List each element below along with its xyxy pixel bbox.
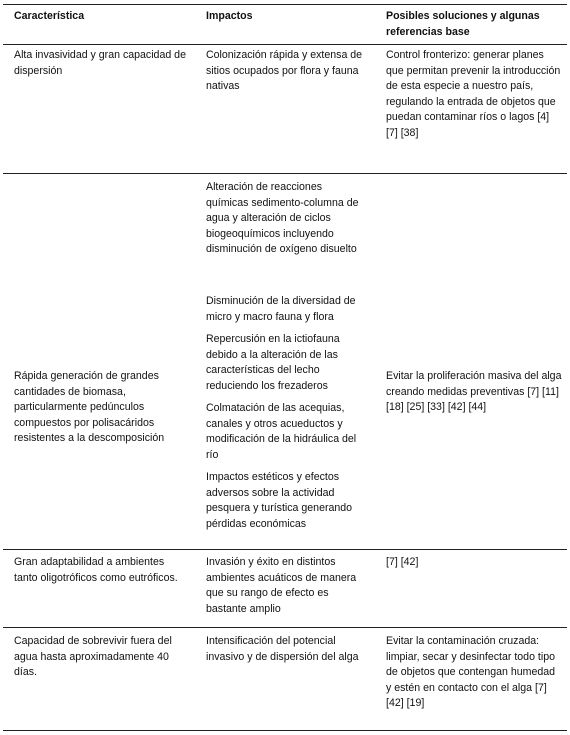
row4-solutions: Evitar la contaminación cruzada: limpiar, secar y desinfectar todo tipo de objetos que contengan humedad y estén en contacto con el alga [7] [42] [19]	[386, 635, 556, 709]
row2-characteristic: Rápida generación de grandes cantidades de biomasa, particularmente pedúnculos compuestos por polisacáridos resistentes a la descomposición	[14, 370, 165, 444]
row2-impact-2: Disminución de la diversidad de micro y macro fauna y flora	[206, 295, 356, 323]
header-rule	[3, 44, 567, 45]
row3-solutions: [7] [42]	[386, 556, 419, 568]
row-rule	[3, 627, 567, 628]
table-bottom-rule	[3, 730, 567, 731]
row1-solutions: Control fronterizo: generar planes que permitan prevenir la introducción de esta especie a nuestro país, regulando la entrada de objetos que puedan contaminar ríos o lagos [4] [7] [38]	[386, 49, 561, 139]
row2-impact-3: Repercusión en la ictiofauna debido a la alteración de las características del lecho reduciendo los frezaderos	[206, 333, 340, 392]
row2-impact-1: Alteración de reacciones químicas sedimento-columna de agua y alteración de ciclos biogeoquímicos incluyendo disminución de oxígeno disuelto	[206, 181, 359, 255]
row1-impact: Colonización rápida y extensa de sitios ocupados por flora y fauna nativas	[206, 49, 363, 92]
header-impactos: Impactos	[206, 10, 253, 22]
row4-characteristic: Capacidad de sobrevivir fuera del agua hasta aproximadamente 40 días.	[14, 635, 172, 678]
row2-impact-5: Impactos estéticos y efectos adversos sobre la actividad pesquera y turística generando pérdidas económicas	[206, 471, 353, 530]
row2-impact-4: Colmatación de las acequias, canales y otros acueductos y modificación de la hidráulica del río	[206, 402, 357, 461]
row-rule	[3, 549, 567, 550]
row-rule	[3, 173, 567, 174]
table-top-rule	[3, 4, 567, 5]
row4-impact: Intensificación del potencial invasivo y de dispersión del alga	[206, 635, 359, 663]
row1-characteristic: Alta invasividad y gran capacidad de dispersión	[14, 49, 186, 77]
header-caracteristica: Característica	[14, 10, 85, 22]
row2-solutions: Evitar la proliferación masiva del alga creando medidas preventivas [7] [11] [18] [25] [33] [42] [44]	[386, 370, 562, 413]
header-soluciones: Posibles soluciones y algunas referencias base	[386, 10, 540, 38]
row3-impact: Invasión y éxito en distintos ambientes acuáticos de manera que su rango de efecto es bastante amplio	[206, 556, 357, 615]
row3-characteristic: Gran adaptabilidad a ambientes tanto oligotróficos como eutróficos.	[14, 556, 178, 584]
